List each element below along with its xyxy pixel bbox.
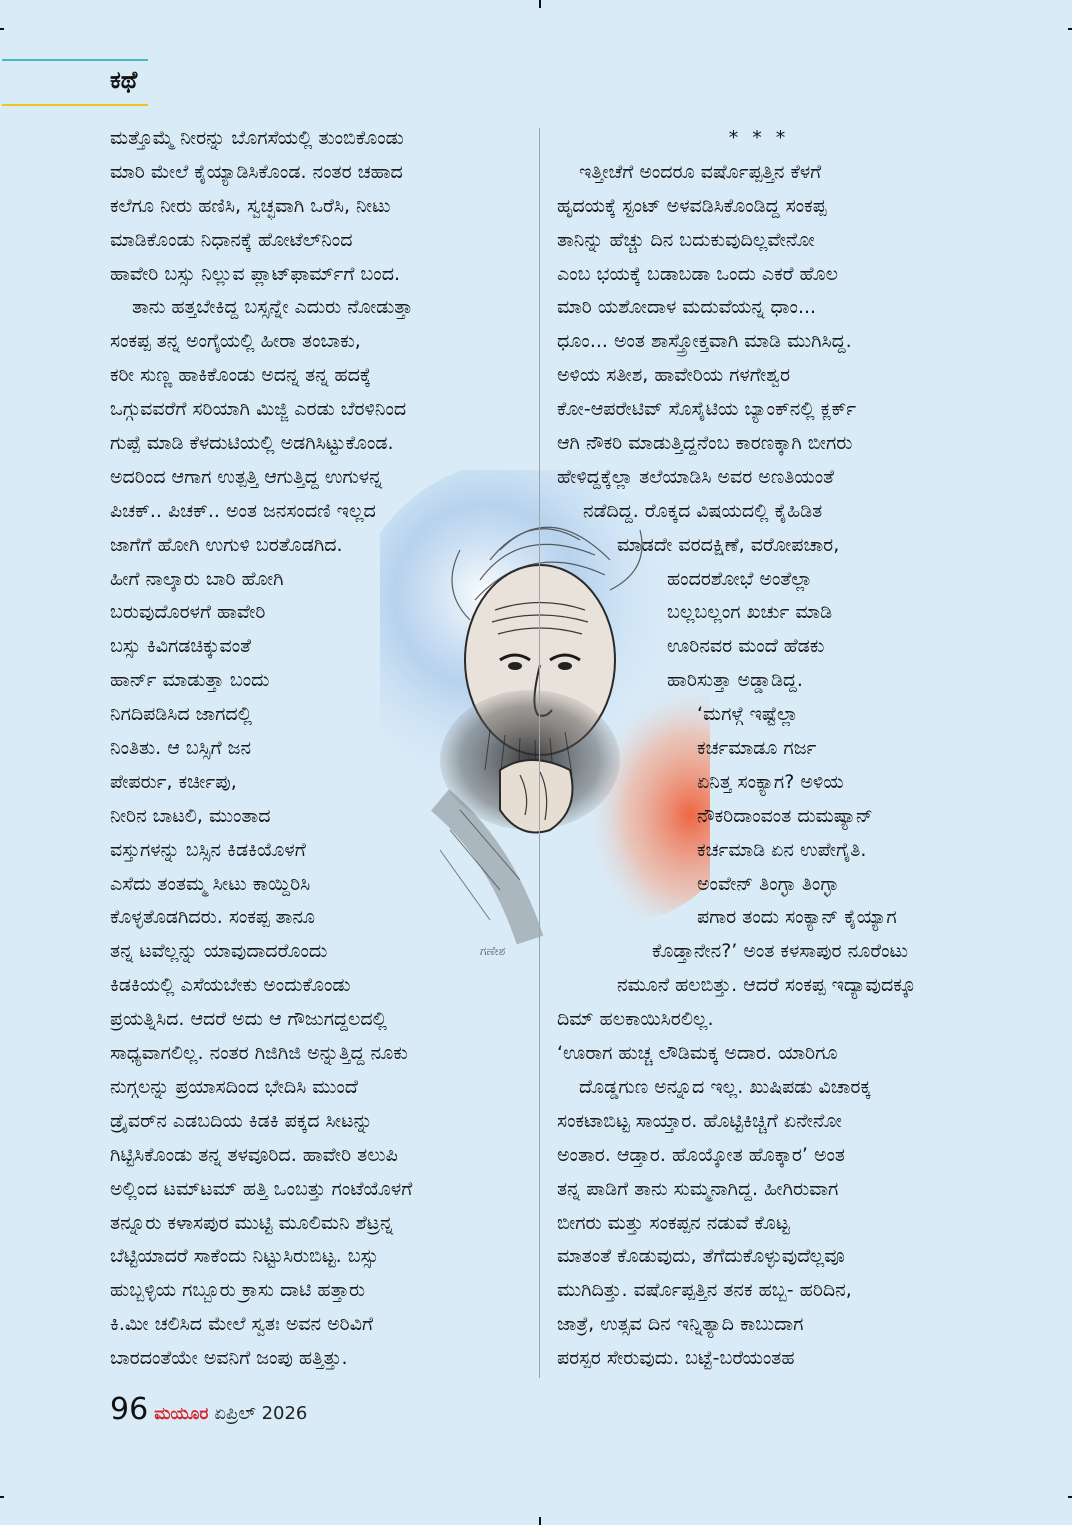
text-line: ಬೆಟ್ಟಿಯಾದರೆ ಸಾಕೆಂದು ನಿಟ್ಟುಸಿರುಬಿಟ್ಟ. ಬಸ್ಸು — [110, 1245, 379, 1268]
text-line: ನಿಂತಿತು. ಆ ಬಸ್ಸಿಗೆ ಜನ — [110, 737, 252, 760]
text-line: ಜಾತ್ರೆ, ಉತ್ಸವ ದಿನ ಇನ್ನಿತ್ಯಾದಿ ಕಾಬುದಾಗ — [557, 1313, 804, 1336]
text-line: ಹಾವೇರಿ ಬಸ್ಸು ನಿಲ್ಲುವ ಪ್ಲಾಟ್‌ಫಾರ್ಮ್‌ಗೆ ಬಂದ. — [110, 262, 401, 285]
text-line: ತನ್ನ ಟವೆಲ್ಲನ್ನು ಯಾವುದಾದರೊಂದು — [110, 940, 328, 963]
text-line: ನುಗ್ಗಲನ್ನು ಪ್ರಯಾಸದಿಂದ ಭೇದಿಸಿ ಮುಂದೆ — [110, 1075, 358, 1098]
text-line: ವಸ್ತುಗಳನ್ನು ಬಸ್ಸಿನ ಕಿಡಕಿಯೊಳಗೆ — [110, 838, 306, 861]
text-line: ಎಂಬ ಭಯಕ್ಕೆ ಬಡಾಬಡಾ ಒಂದು ಎಕರೆ ಹೊಲ — [557, 262, 838, 285]
text-line: ‘ಊರಾಗ ಹುಚ್ಚ ಲೌಡಿಮಕ್ಕ ಅದಾರ. ಯಾರಿಗೂ — [557, 1042, 838, 1065]
text-line: ಅಲ್ಲಿಂದ ಟಮ್‌ಟಮ್ ಹತ್ತಿ ಒಂಬತ್ತು ಗಂಟೆಯೊಳಗೆ — [110, 1177, 413, 1200]
text-line: ಹಾರಿಸುತ್ತಾ ಅಡ್ಡಾಡಿದ್ದ. — [667, 669, 803, 692]
text-line: ಧೂಂ... ಅಂತ ಶಾಸ್ತ್ರೋಕ್ತವಾಗಿ ಮಾಡಿ ಮುಗಿಸಿದ್ದ. — [557, 330, 852, 353]
text-line: ಪೇಪರ್ರು, ಕರ್ಚೀಪು, — [110, 770, 237, 793]
text-line: ಅದರಿಂದ ಆಗಾಗ ಉತ್ಪತ್ತಿ ಆಗುತ್ತಿದ್ದ ಉಗುಳನ್ನ — [110, 465, 383, 488]
text-line: ಗಿಟ್ಟಿಸಿಕೊಂಡು ತನ್ನ ತಳವೂರಿದ. ಹಾವೇರಿ ತಲುಪಿ — [110, 1143, 398, 1166]
text-line: ‘ಮಗಳ್ಗೆ ಇಷ್ಟೆಲ್ಲಾ — [697, 703, 799, 726]
crop-mark — [1068, 28, 1072, 30]
text-line: ಕರ್ಚಮಾಡಿ ಏನ ಉಪೇಗೈತಿ. — [697, 838, 867, 861]
text-line: ಪಗಾರ ತಂದು ಸಂಕ್ಯಾನ್ ಕೈಯ್ಯಾಗ — [697, 906, 897, 929]
text-line: ಅಂತಾರ. ಆಡ್ತಾರ. ಹೊಯ್ಕೋತ ಹೊಕ್ಕಾರ’ ಅಂತ — [557, 1143, 846, 1166]
crop-mark — [539, 1517, 541, 1525]
text-line: ನಮೂನೆ ಹಲಬಿತ್ತು. ಆದರೆ ಸಂಕಪ್ಪ ಇದ್ಯಾವುದಕ್ಕೂ — [617, 974, 916, 997]
section-title: ಕಥೆ — [110, 66, 138, 94]
column-divider — [539, 128, 540, 1378]
crop-mark — [1068, 1496, 1072, 1498]
left-column — [110, 122, 518, 1376]
page-footer — [110, 1392, 307, 1427]
text-line: ಡ್ರೈವರ್‌ನ ಎಡಬದಿಯ ಕಿಡಕಿ ಪಕ್ಕದ ಸೀಟನ್ನು — [110, 1109, 373, 1132]
crop-mark — [0, 28, 4, 30]
issue-date: ಏಪ್ರಿಲ್ 2026 — [214, 1403, 308, 1424]
text-line: ಮುಗಿದಿತ್ತು. ವರ್ಷೊಪ್ಪತ್ತಿನ ತನಕ ಹಬ್ಬ- ಹರಿದಿನ, — [557, 1279, 852, 1302]
text-line: ಎಸೆದು ತಂತಮ್ಮ ಸೀಟು ಕಾಯ್ದಿರಿಸಿ — [110, 872, 311, 895]
text-line: ಕರೀ ಸುಣ್ಣ ಹಾಕಿಕೊಂಡು ಅದನ್ನ ತನ್ನ ಹದಕ್ಕೆ — [110, 364, 371, 387]
text-line: ಕಿ.ಮೀ ಚಲಿಸಿದ ಮೇಲೆ ಸ್ವತಃ ಅವನ ಅರಿವಿಗೆ — [110, 1313, 374, 1336]
text-line: ಊರಿನವರ ಮಂದೆ ಹೆಡಕು — [667, 635, 825, 658]
text-line: ಹೀಗೆ ನಾಲ್ಕಾರು ಬಾರಿ ಹೋಗಿ — [110, 567, 284, 590]
text-line: ಮಾಡದೇ ವರದಕ್ಷಿಣೆ, ವರೋಪಚಾರ, — [617, 533, 840, 556]
text-line: ಹಂದರಶೋಭೆ ಅಂತೆಲ್ಲಾ — [667, 567, 813, 590]
text-line: ಒಗ್ಗುವವರೆಗೆ ಸರಿಯಾಗಿ ಮಿಜ್ಜಿ ಎರಡು ಬೆರಳಿನಿಂದ — [110, 398, 407, 421]
text-line: ಕೋ-ಆಪರೇಟಿವ್ ಸೊಸೈಟಿಯ ಬ್ಯಾಂಕ್‌ನಲ್ಲಿ ಕ್ಲರ್ಕ್ — [557, 398, 857, 421]
text-line: ಪಿಚಕ್.. ಪಿಚಕ್.. ಅಂತ ಜನಸಂದಣಿ ಇಲ್ಲದ — [110, 499, 376, 522]
text-line: ದೊಡ್ಡಗುಣ ಅನ್ನೂದ ಇಲ್ಲ. ಖುಷಿಪಡು ವಿಚಾರಕ್ಕ — [579, 1075, 871, 1098]
text-line: ನೀರಿನ ಬಾಟಲಿ, ಮುಂತಾದ — [110, 804, 271, 827]
text-line: ಕರ್ಚಮಾಡೂ ಗರ್ಜ — [697, 737, 817, 760]
text-line: ಏನಿತ್ತ ಸಂಕ್ಯಾಗ? ಅಳಿಯ — [697, 770, 844, 793]
text-line: ಹೃದಯಕ್ಕೆ ಸ್ಟಂಟ್ ಅಳವಡಿಸಿಕೊಂಡಿದ್ದ ಸಂಕಪ್ಪ — [557, 194, 827, 217]
text-line: ನಿಗದಿಪಡಿಸಿದ ಜಾಗದಲ್ಲಿ — [110, 703, 253, 726]
page-number: 96 — [110, 1392, 149, 1427]
text-line: ಸಂಕಪ್ಪ ತನ್ನ ಅಂಗೈಯಲ್ಲಿ ಹೀರಾ ತಂಬಾಕು, — [110, 330, 361, 353]
text-line: ನಡೆದಿದ್ದ. ರೊಕ್ಕದ ವಿಷಯದಲ್ಲಿ ಕೈಹಿಡಿತ — [583, 499, 823, 522]
text-line: ಕೊಳ್ಳತೊಡಗಿದರು. ಸಂಕಪ್ಪ ತಾನೂ — [110, 906, 316, 929]
illustration-signature: ಗಣೇಶ — [480, 944, 506, 958]
text-line: ಜಾಗೆಗೆ ಹೋಗಿ ಉಗುಳಿ ಬರತೊಡಗಿದ. — [110, 533, 343, 556]
text-line: ಇತ್ತೀಚೆಗೆ ಅಂದರೂ ವರ್ಷೊಪ್ಪತ್ತಿನ ಕೆಳಗೆ — [579, 160, 822, 183]
text-line: ಬಲ್ಲಬಲ್ಲಂಗ ಖರ್ಚು ಮಾಡಿ — [667, 601, 833, 624]
text-line: ಹುಬ್ಬಳ್ಳಿಯ ಗಬ್ಬೂರು ಕ್ರಾಸು ದಾಟಿ ಹತ್ತಾರು — [110, 1279, 366, 1302]
text-line: ಅಂವೇನ್ ತಿಂಗ್ಳಾ ತಿಂಗ್ಳಾ — [697, 872, 839, 895]
text-line: ಬಸ್ಸು ಕಿವಿಗಡಚಿಕ್ಕುವಂತೆ — [110, 635, 251, 658]
text-line: ತಾನಿನ್ನು ಹೆಚ್ಚು ದಿನ ಬದುಕುವುದಿಲ್ಲವೇನೋ — [557, 228, 815, 251]
text-line: ನೌಕರಿದಾಂವಂತ ದುಮಷ್ಯಾನ್ — [697, 804, 873, 827]
text-line: ದಿಮ್ ಹಲಕಾಯಿಸಿರಲಿಲ್ಲ. — [557, 1008, 714, 1031]
text-line: ಕಿಡಕಿಯಲ್ಲಿ ಎಸೆಯಬೇಕು ಅಂದುಕೊಂಡು — [110, 974, 351, 997]
section-rule-bottom — [2, 104, 148, 106]
text-line: ಸಂಕಟಾಬಿಟ್ಟ ಸಾಯ್ತಾರ. ಹೊಟ್ಟಿಕಿಚ್ಚಿಗೆ ಏನೇನೋ — [557, 1109, 842, 1132]
text-line: ಕೊಡ್ತಾನೇನ?’ ಅಂತ ಕಳಸಾಪುರ ನೂರೆಂಟು — [652, 940, 909, 963]
magazine-brand: ಮಯೂರ — [154, 1404, 209, 1424]
text-line: ಅಳಿಯ ಸತೀಶ, ಹಾವೇರಿಯ ಗಳಗೇಶ್ವರ — [557, 364, 791, 387]
text-line: ಮತ್ತೊಮ್ಮೆ ನೀರನ್ನು ಬೊಗಸೆಯಲ್ಲಿ ತುಂಬಿಕೊಂಡು — [110, 127, 404, 149]
text-line: ಆಗಿ ನೌಕರಿ ಮಾಡುತ್ತಿದ್ದನೆಂಬ ಕಾರಣಕ್ಕಾಗಿ ಬೀಗರು — [557, 432, 853, 455]
text-line: ತನ್ನೂರು ಕಳಾಸಪುರ ಮುಟ್ಟಿ ಮೂಲಿಮನಿ ಶೆಟ್ರನ್ನ — [110, 1211, 394, 1234]
text-line: ಕಲೆಗೂ ನೀರು ಹಣಿಸಿ, ಸ್ವಚ್ಛವಾಗಿ ಒರೆಸಿ, ನೀಟು — [110, 194, 391, 217]
right-column — [557, 122, 961, 1376]
text-line: * * * — [728, 127, 790, 149]
text-line: ತಾನು ಹತ್ತಬೇಕಿದ್ದ ಬಸ್ಸನ್ನೇ ಎದುರು ನೋಡುತ್ತಾ — [132, 296, 413, 319]
text-line: ತನ್ನ ಪಾಡಿಗೆ ತಾನು ಸುಮ್ಮನಾಗಿದ್ದ. ಹೀಗಿರುವಾಗ — [557, 1177, 839, 1200]
section-rule-top — [2, 59, 148, 61]
text-line: ಪ್ರಯತ್ನಿಸಿದ. ಆದರೆ ಅದು ಆ ಗೌಜುಗದ್ದಲದಲ್ಲಿ — [110, 1008, 387, 1031]
text-line: ಬರುವುದೊರಳಗೆ ಹಾವೇರಿ — [110, 601, 266, 624]
crop-mark — [539, 0, 541, 8]
text-line: ಮಾರಿ ಯಶೋದಾಳ ಮದುವೆಯನ್ನ ಧಾಂ... — [557, 296, 817, 319]
text-line: ಪರಸ್ಪರ ಸೇರುವುದು. ಬಟ್ಟೆ-ಬರೆಯಂತಹ — [557, 1347, 795, 1370]
text-line: ಮಾತಂತೆ ಕೊಡುವುದು, ತೆಗೆದುಕೊಳ್ಳುವುದೆಲ್ಲವೂ — [557, 1245, 845, 1268]
text-line: ಹೇಳಿದ್ದಕ್ಕೆಲ್ಲಾ ತಲೆಯಾಡಿಸಿ ಅವರ ಅಣತಿಯಂತೆ — [557, 465, 834, 488]
text-line: ಬಾರದಂತೆಯೇ ಅವನಿಗೆ ಜಂಪು ಹತ್ತಿತ್ತು. — [110, 1347, 348, 1370]
text-line: ಹಾರ್ನ್ ಮಾಡುತ್ತಾ ಬಂದು — [110, 669, 270, 692]
text-line: ಬೀಗರು ಮತ್ತು ಸಂಕಪ್ಪನ ನಡುವೆ ಕೊಟ್ಟ — [557, 1211, 790, 1234]
text-line: ಮಾರಿ ಮೇಲೆ ಕೈಯ್ಯಾಡಿಸಿಕೊಂಡ. ನಂತರ ಚಹಾದ — [110, 160, 403, 183]
crop-mark — [0, 1496, 4, 1498]
text-line: ಗುಪ್ಪೆ ಮಾಡಿ ಕೆಳದುಟಿಯಲ್ಲಿ ಅಡಗಿಸಿಟ್ಟುಕೊಂಡ. — [110, 432, 394, 455]
text-line: ಮಾಡಿಕೊಂಡು ನಿಧಾನಕ್ಕೆ ಹೋಟೆಲ್‌ನಿಂದ — [110, 228, 353, 251]
text-line: ಸಾಧ್ಯವಾಗಲಿಲ್ಲ. ನಂತರ ಗಿಜಿಗಿಜಿ ಅನ್ನುತ್ತಿದ್ದ ನೂಕು — [110, 1042, 408, 1065]
